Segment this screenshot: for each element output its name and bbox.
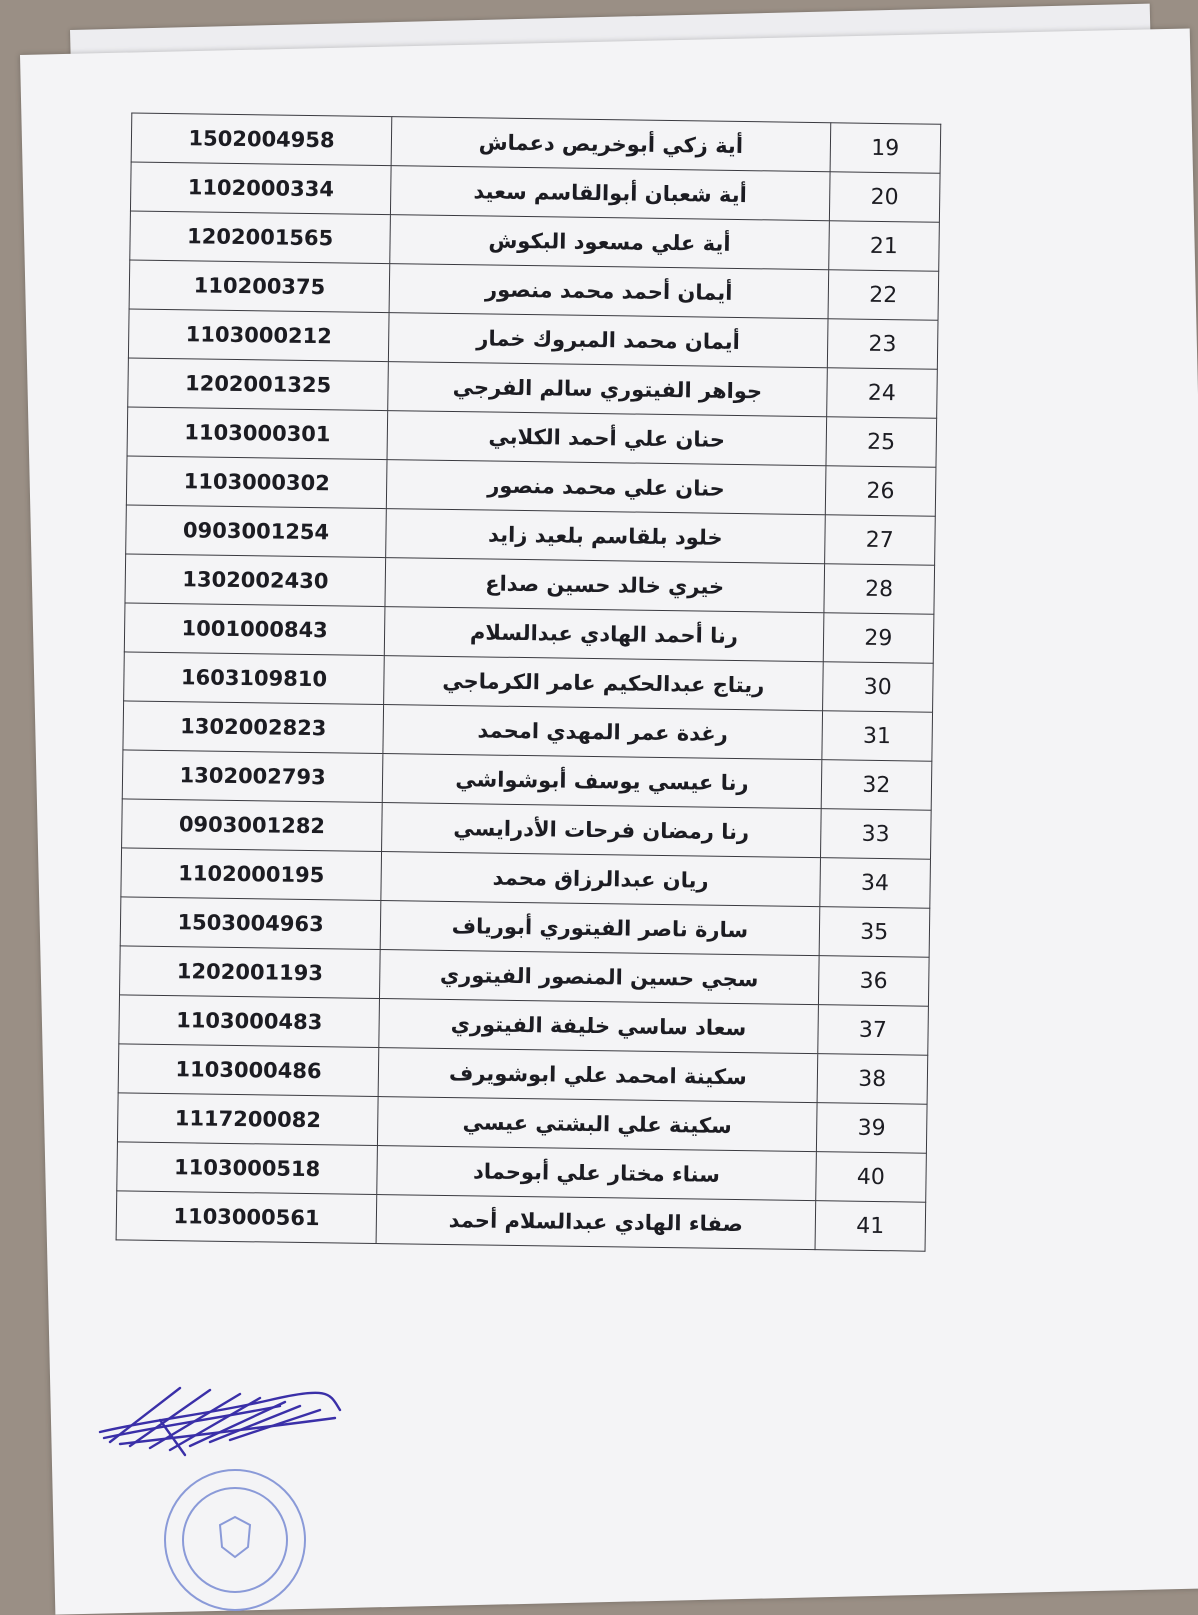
student-id-cell: 1103000301 [127, 407, 388, 460]
row-number-cell: 25 [826, 417, 937, 468]
stamp-seal [160, 1465, 310, 1615]
row-number-cell: 23 [827, 319, 938, 370]
row-number-cell: 29 [823, 613, 934, 664]
student-id-cell: 1103000561 [116, 1191, 377, 1244]
student-name-cell: حنان علي محمد منصور [386, 460, 825, 515]
student-id-cell: 1202001565 [130, 211, 391, 264]
student-name-cell: رغدة عمر المهدي امحمد [383, 705, 822, 760]
row-number-cell: 36 [818, 956, 929, 1007]
student-id-cell: 1302002823 [123, 701, 384, 754]
student-id-cell: 1103000302 [126, 456, 387, 509]
student-name-cell: أيمان أحمد محمد منصور [389, 264, 828, 319]
row-number-cell: 33 [820, 809, 931, 860]
student-id-cell: 1103000212 [128, 309, 389, 362]
student-id-cell: 1102000195 [121, 848, 382, 901]
student-name-cell: أية شعبان أبوالقاسم سعيد [391, 166, 830, 221]
student-name-cell: سارة ناصر الفيتوري أبورياف [380, 901, 819, 956]
table-container [116, 112, 942, 1251]
row-number-cell: 24 [826, 368, 937, 419]
table-body [116, 113, 941, 1251]
row-number-cell: 41 [815, 1201, 926, 1252]
student-id-cell: 1001000843 [124, 603, 385, 656]
row-number-cell: 27 [824, 515, 935, 566]
signature-scribble [90, 1380, 350, 1470]
row-number-cell: 30 [822, 662, 933, 713]
row-number-cell: 40 [815, 1152, 926, 1203]
student-id-cell: 1102000334 [130, 162, 391, 215]
student-name-cell: سناء مختار علي أبوحماد [377, 1146, 816, 1201]
row-number-cell: 31 [822, 711, 933, 762]
document-page [20, 28, 1198, 1614]
student-id-cell: 1302002430 [125, 554, 386, 607]
student-name-cell: سكينة امحمد علي ابوشويرف [378, 1048, 817, 1103]
student-name-cell: خلود بلقاسم بلعيد زايد [386, 509, 825, 564]
student-name-cell: صفاء الهادي عبدالسلام أحمد [376, 1195, 815, 1250]
row-number-cell: 19 [830, 123, 941, 174]
student-name-cell: رنا رمضان فرحات الأدرايسي [382, 803, 821, 858]
student-name-cell: سعاد ساسي خليفة الفيتوري [379, 999, 818, 1054]
student-name-cell: أيمان محمد المبروك خمار [389, 313, 828, 368]
student-name-cell: أية علي مسعود البكوش [390, 215, 829, 270]
row-number-cell: 20 [829, 172, 940, 223]
student-id-cell: 1103000518 [117, 1142, 378, 1195]
student-name-cell: رنا أحمد الهادي عبدالسلام [384, 607, 823, 662]
student-id-cell: 1117200082 [117, 1093, 378, 1146]
row-number-cell: 34 [819, 858, 930, 909]
student-list-table [116, 112, 942, 1251]
student-name-cell: رنا عيسي يوسف أبوشواشي [382, 754, 821, 809]
row-number-cell: 39 [816, 1103, 927, 1154]
student-id-cell: 1503004963 [120, 897, 381, 950]
row-number-cell: 28 [824, 564, 935, 615]
student-id-cell: 1103000486 [118, 1044, 379, 1097]
student-id-cell: 1603109810 [124, 652, 385, 705]
row-number-cell: 38 [817, 1054, 928, 1105]
row-number-cell: 21 [828, 221, 939, 272]
row-number-cell: 37 [817, 1005, 928, 1056]
student-name-cell: ريتاج عبدالحكيم عامر الكرماجي [384, 656, 823, 711]
student-id-cell: 1202001325 [128, 358, 389, 411]
student-name-cell: سجي حسين المنصور الفيتوري [380, 950, 819, 1005]
table-row [116, 1191, 926, 1251]
row-number-cell: 35 [819, 907, 930, 958]
student-id-cell: 110200375 [129, 260, 390, 313]
student-name-cell: جواهر الفيتوري سالم الفرجي [388, 362, 827, 417]
student-id-cell: 1103000483 [119, 995, 380, 1048]
row-number-cell: 32 [821, 760, 932, 811]
student-name-cell: ريان عبدالرزاق محمد [381, 852, 820, 907]
student-id-cell: 0903001282 [122, 799, 383, 852]
student-name-cell: خيري خالد حسين صداع [385, 558, 824, 613]
student-name-cell: أية زكي أبوخريص دعماش [391, 117, 830, 172]
row-number-cell: 26 [825, 466, 936, 517]
student-id-cell: 1502004958 [131, 113, 392, 166]
student-name-cell: حنان علي أحمد الكلابي [387, 411, 826, 466]
student-id-cell: 1202001193 [120, 946, 381, 999]
student-id-cell: 0903001254 [126, 505, 387, 558]
student-name-cell: سكينة علي البشتي عيسي [378, 1097, 817, 1152]
row-number-cell: 22 [828, 270, 939, 321]
student-id-cell: 1302002793 [122, 750, 383, 803]
